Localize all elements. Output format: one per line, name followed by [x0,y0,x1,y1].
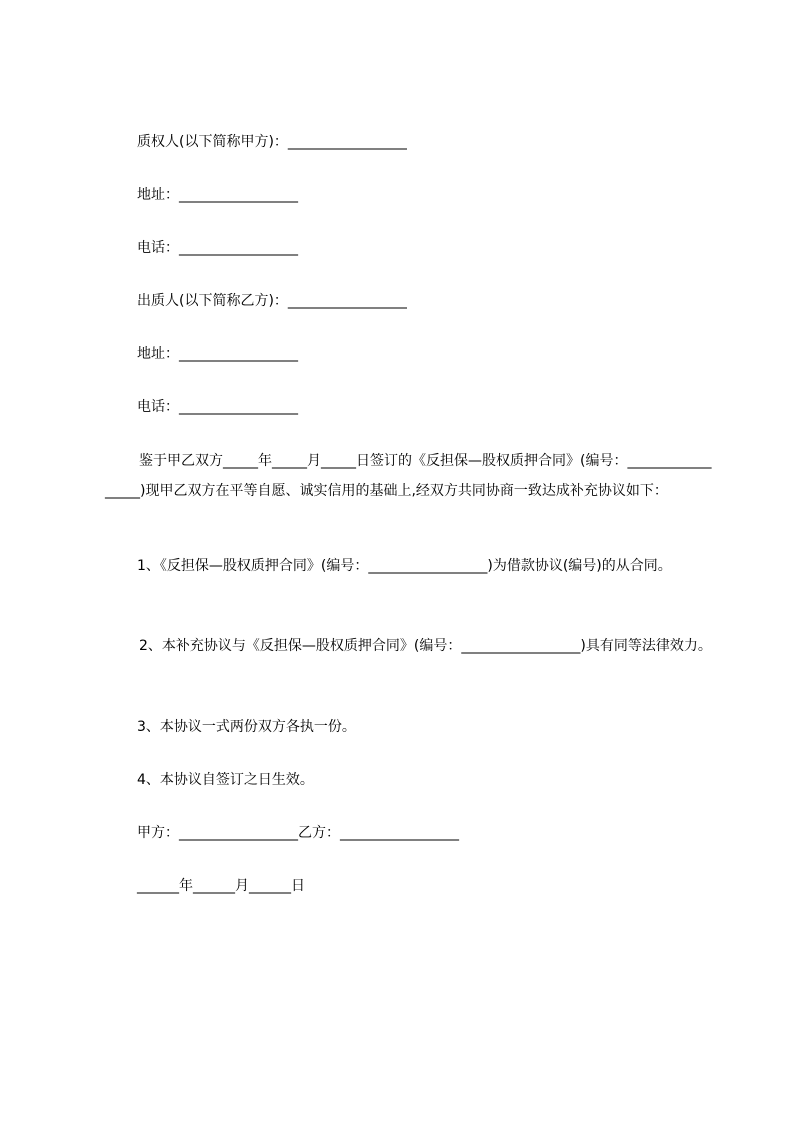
date-line: ______年______月______日 [137,878,305,894]
party-a-phone: 电话：_________________ [137,240,298,256]
party-a-address: 地址：_________________ [137,187,298,203]
party-b-line: 出质人(以下简称乙方)：_________________ [137,293,407,309]
clause-2: 2、本补充协议与《反担保—股权质押合同》(编号：_________________)具有同等法律效力。 [139,638,712,654]
intro-paragraph: 鉴于甲乙双方_____年_____月_____日签订的《反担保—股权质押合同》(编号：_________________)现甲乙双方在平等自愿、诚实信用的基础上,经双方共同协商一致达成补充协议如下： [105,453,712,499]
clause-3: 3、本协议一式两份双方各执一份。 [137,719,356,735]
clause-4: 4、本协议自签订之日生效。 [137,772,314,788]
party-a-line: 质权人(以下简称甲方)：_________________ [137,134,407,150]
clause-1: 1、《反担保—股权质押合同》(编号：_________________)为借款协议(编号)的从合同。 [137,558,672,574]
party-b-address: 地址：_________________ [137,346,298,362]
signature-line: 甲方：_________________乙方：_________________ [137,825,459,841]
party-b-phone: 电话：_________________ [137,399,298,415]
